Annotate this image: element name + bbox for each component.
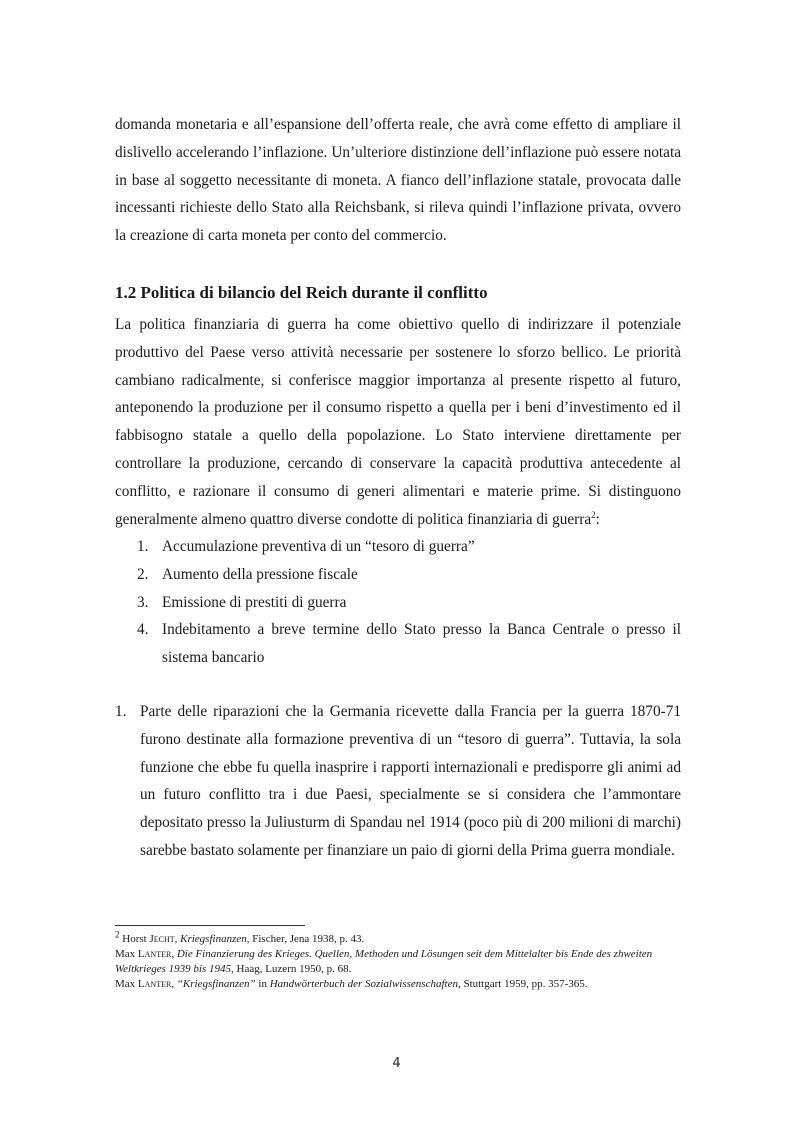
footnote: $^2$ Horst Jecht, Kriegsfinanzen, Fischer, Jena 1938, p. 43.: [115, 929, 365, 945]
list-item-number: 2.: [137, 565, 149, 583]
list-item-text: Accumulazione preventiva di un “tesoro di guerra”: [162, 538, 475, 555]
footnote-details: , Stuttgart 1959, pp. 357-365.: [457, 978, 588, 990]
footnote-author-first: Horst: [122, 933, 147, 945]
detail-list: [115, 698, 681, 865]
footnote-marker: 2: [115, 929, 120, 940]
list-item-text: Indebitamento a breve termine dello Stato presso la Banca Centrale o presso il sistema bancario: [162, 621, 681, 667]
list-item: [115, 533, 681, 561]
page-number: 4: [392, 1056, 401, 1071]
body-paragraph: [115, 311, 681, 533]
footnote-title: “Kriegsfinanzen”: [176, 978, 256, 990]
paragraph-punctuation: :: [595, 510, 600, 528]
footnote-author-first: Max: [115, 978, 136, 990]
footnotes: [115, 929, 681, 992]
list-item: [115, 698, 681, 865]
list-item: [115, 561, 681, 589]
footnote: Max Lanter, Die Finanzierung des Krieges. Quellen, Methoden und Lösungen seit dem Mittelalter bis Ende des zhweiten Weltkrieges 1939 bis 1945, Haag, Luzern 1950, p. 68.: [115, 948, 653, 975]
list-item-number: 4.: [137, 621, 149, 639]
footnote-title: Die Finanzierung des Krieges. Quellen, Methoden und Lösungen seit dem Mittelalter bis Ende des zhweiten Weltkrieges 1939 bis 1945: [115, 948, 653, 975]
footnote-details: , Haag, Luzern 1950, p. 68.: [231, 963, 352, 975]
footnote-reference[interactable]: 2: [591, 509, 596, 520]
list-item-number: 1.: [115, 703, 127, 720]
footnote-details: , Fischer, Jena 1938, p. 43.: [246, 933, 365, 945]
section-heading: 1.2 Politica di bilancio del Reich durante il conflitto: [115, 283, 488, 302]
footnote-divider: [115, 925, 305, 926]
policy-list: [115, 533, 681, 672]
body-paragraph: domanda monetaria e all’espansione dell’offerta reale, che avrà come effetto di ampliare il dislivello accelerando l’inflazione. Un’ulteriore distinzione dell’inflazione può essere notata in base al soggetto necessitante di moneta. A fianco dell’inflazione statale, provocata dalle incessanti richieste dello Stato alla Reichsbank, si rileva quindi l’inflazione privata, ovvero la creazione di carta moneta per conto del commercio.: [115, 116, 681, 245]
list-item-number: 1.: [137, 538, 149, 555]
list-item-text: Aumento della pressione fiscale: [162, 565, 358, 583]
footnote: Max Lanter, “Kriegsfinanzen” in Handwörterbuch der Sozialwissenschaften, Stuttgart 1959, pp. 357-365.: [115, 978, 588, 990]
footnote-author-last: Jecht: [149, 933, 175, 945]
footnote-author-last: Lanter: [137, 978, 172, 990]
footnote-author-last: Lanter: [137, 948, 172, 960]
list-item: [115, 589, 681, 617]
list-item-text: Parte delle riparazioni che la Germania ricevette dalla Francia per la guerra 1870-71 furono destinate alla formazione preventiva di un “tesoro di guerra”. Tuttavia, la sola funzione che ebbe fu quella inasprire i rapporti internazionali e predisporre gli animi ad un futuro conflitto tra i due Paesi, specialmente se si considera che l’ammontare depositato presso la Juliusturm di Spandau nel 1914 (poco più di 200 milioni di marchi) sarebbe bastato solamente per finanziare un paio di giorni della Prima guerra mondiale.: [140, 703, 681, 859]
footnote-author-first: Max: [115, 948, 136, 960]
paragraph-text: La politica finanziaria di guerra ha come obiettivo quello di indirizzare il potenziale produttivo del Paese verso attività necessarie per sostenere lo sforzo bellico. Le priorità cambiano radicalmente, si conferisce maggior importanza al presente rispetto al futuro, anteponendo la produzione per il consumo rispetto a quella per i beni d’investimento ed il fabbisogno statale a quello della popolazione. Lo Stato interviene direttamente per controllare la produzione, cercando di conservare la capacità produttiva antecedente al conflitto, e razionare il consumo di generi alimentari e materie prime. Si distinguono generalmente almeno quattro diverse condotte di politica finanziaria di guerra: [115, 316, 681, 528]
footnote-title: Kriegsfinanzen: [180, 933, 247, 945]
list-item: [115, 616, 681, 672]
footnote-source: Handwörterbuch der Sozialwissenschaften: [269, 978, 458, 990]
list-item-text: Emissione di prestiti di guerra: [162, 593, 347, 611]
list-item-number: 3.: [137, 593, 149, 611]
footnote-connector: in: [255, 978, 270, 990]
